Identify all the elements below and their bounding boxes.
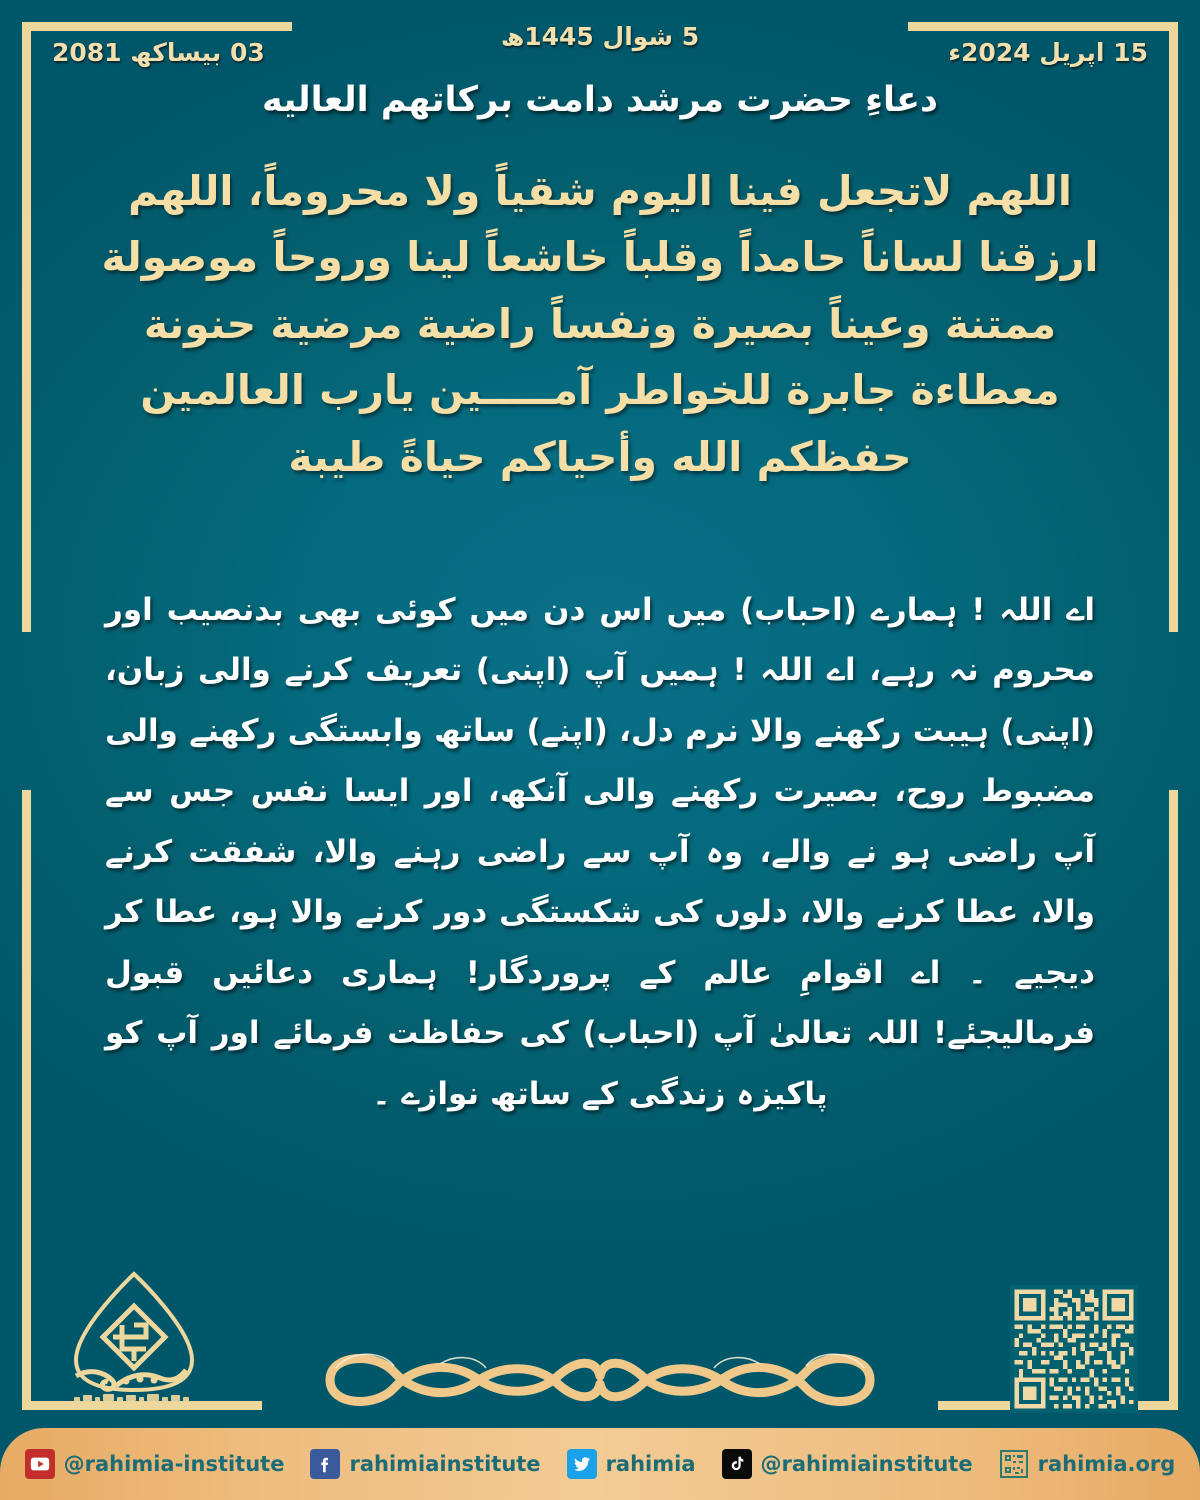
page-title: دعاءِ حضرت مرشد دامت بركاتهم العاليه	[261, 80, 939, 120]
bikrami-date: 03 بیساکھ 2081	[52, 38, 265, 67]
tiktok-handle: @rahimiainstitute	[760, 1452, 973, 1476]
frame-segment-left-lower	[22, 790, 31, 1410]
urdu-translation-text: اے اللہ ! ہمارے (احباب) میں اس دن میں کوئی بھی بدنصیب اور محروم نہ رہے، اے اللہ ! ہمیں آپ (اپنی) تعریف کرنے والی زبان، (اپنی) ہیبت رکھنے والا نرم دل، (اپنے) ساتھ وابستگی رکھنے والی مضبوط روح، بصیرت رکھنے والی آنکھ، اور ایسا نفس جس سے آپ راضی ہو نے والے، وہ آپ سے راضی رہنے والا، شفقت کرنے والا، عطا کرنے والا، دلوں کی شکستگی دور کرنے والا ہو، عطا کر دیجیے ۔ اے اقوامِ عالم کے پروردگار! ہماری دعائیں قبول فرمالیجئے! اللہ تعالیٰ آپ (احباب) کی حفاظت فرمائے اور آپ کو پاکیزہ زندگی کے ساتھ نوازے ۔	[105, 592, 1095, 1112]
frame-segment-right-lower	[1169, 790, 1178, 1410]
hijri-date: 5 شوال 1445ھ	[500, 22, 700, 51]
rahimia-institute-logo	[60, 1268, 208, 1413]
frame-segment-top-right	[908, 22, 1178, 31]
youtube-icon	[25, 1449, 55, 1479]
gregorian-date: 15 اپریل 2024ء	[948, 38, 1148, 67]
facebook-icon	[310, 1449, 340, 1479]
website-icon	[999, 1449, 1029, 1479]
frame-segment-top-left	[22, 22, 292, 31]
qr-code[interactable]	[1010, 1285, 1138, 1413]
social-footer-bar	[0, 1428, 1200, 1500]
social-link-website[interactable]	[999, 1449, 1176, 1479]
social-link-twitter[interactable]	[567, 1449, 696, 1479]
facebook-handle: rahimiainstitute	[349, 1452, 541, 1476]
flourish-ornament	[290, 1338, 910, 1422]
arabic-dua-text: اللهم لاتجعل فينا اليوم شقياً ولا محروماً، اللهم ارزقنا لساناً حامداً وقلباً خاشعاً لينا وروحاً موصولة ممتنة وعيناً بصيرة ونفساً راضية مرضية حنونة معطاءة جابرة للخواطر آمـــــين يارب العالمين حفظكم الله وأحياكم حياةً طيبة	[101, 167, 1099, 481]
twitter-handle: rahimia	[605, 1452, 696, 1476]
tiktok-icon	[722, 1449, 752, 1479]
twitter-icon	[567, 1449, 597, 1479]
social-link-facebook[interactable]	[310, 1449, 540, 1479]
social-link-tiktok[interactable]	[722, 1449, 973, 1479]
social-link-youtube[interactable]	[25, 1449, 285, 1479]
youtube-handle: @rahimia-institute	[63, 1452, 285, 1476]
website-url: rahimia.org	[1037, 1452, 1176, 1476]
